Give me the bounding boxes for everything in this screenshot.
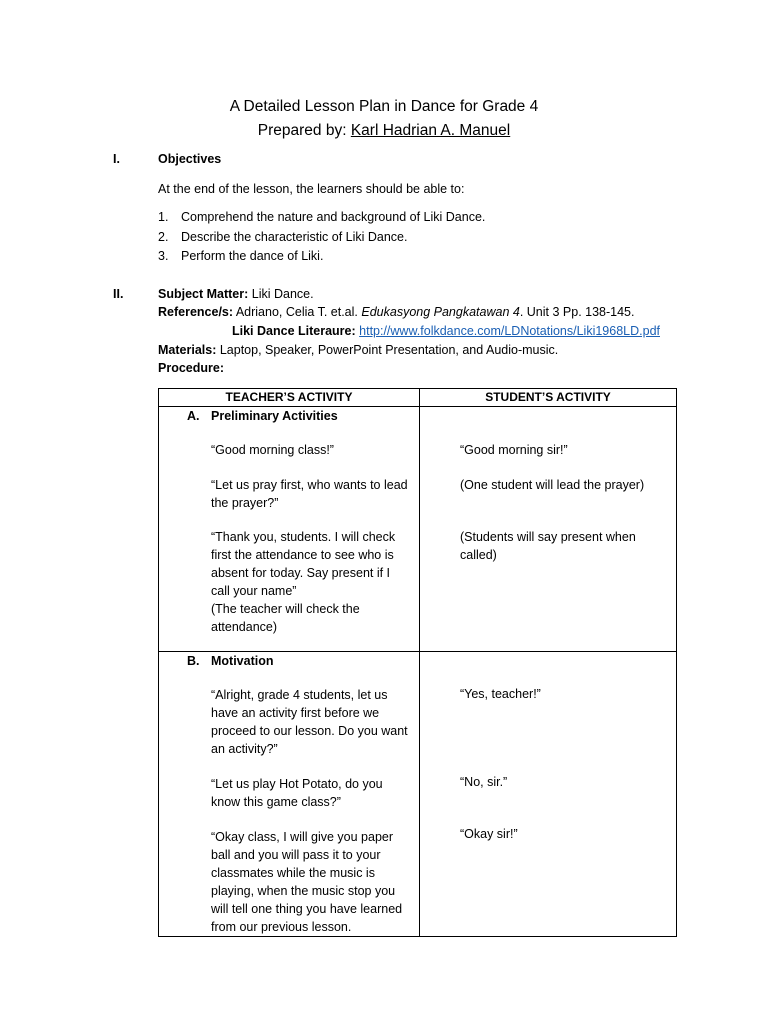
objectives-intro: At the end of the lesson, the learners should be able to: xyxy=(158,182,465,196)
list-item: 2. Describe the characteristic of Liki Dance. xyxy=(158,229,408,244)
table-row xyxy=(159,652,677,937)
table-header-row xyxy=(159,389,677,407)
teacher-cell-preliminary xyxy=(159,407,420,652)
prepared-by xyxy=(0,119,768,143)
list-item: 1. Comprehend the nature and background of Liki Dance. xyxy=(158,210,486,224)
teacher-line: (The teacher will check the attendance) xyxy=(211,602,360,634)
list-item: 3. Perform the dance of Liki. xyxy=(158,249,324,263)
teacher-cell-motivation xyxy=(159,652,420,937)
teacher-line: “Let us pray first, who wants to lead the prayer?” xyxy=(211,478,408,510)
student-line: “Good morning sir!” xyxy=(460,443,568,457)
literature-line: Liki Dance Literaure: http://www.folkdance.com/LDNotations/Liki1968LD.pdf xyxy=(232,324,660,338)
objectives-list xyxy=(158,208,485,267)
student-line: (One student will lead the prayer) xyxy=(460,478,645,492)
teacher-line: “Thank you, students. I will check first the attendance to see who is absent for today. Say present if I call your name” xyxy=(211,530,396,598)
student-activity-header: STUDENT’S ACTIVITY xyxy=(420,389,677,407)
student-cell-motivation xyxy=(420,652,677,937)
teacher-line: “Alright, grade 4 students, let us have an activity first before we proceed to our lesson. Do you want an activity?” xyxy=(211,688,408,756)
teacher-line: “Okay class, I will give you paper ball and you will pass it to your classmates while the music is playing, when the music stop you will tell one thing you have learned from our previous lesson. xyxy=(211,830,403,934)
student-line: (Students will say present when called) xyxy=(460,530,636,562)
teacher-line: “Good morning class!” xyxy=(211,443,334,457)
document-header xyxy=(0,95,768,143)
procedure-label: Procedure: xyxy=(158,361,224,375)
section-numeral-subject: II. xyxy=(113,287,124,301)
author-name: Karl Hadrian A. Manuel xyxy=(350,122,511,139)
teacher-line: “Let us play Hot Potato, do you know this game class?” xyxy=(211,777,383,809)
teacher-activity-header: TEACHER’S ACTIVITY xyxy=(159,389,420,407)
student-line: “Okay sir!” xyxy=(460,827,518,841)
document-title: A Detailed Lesson Plan in Dance for Grade 4 xyxy=(229,98,539,115)
block-heading: A. Preliminary Activities xyxy=(187,409,338,423)
procedure-table xyxy=(158,388,677,937)
literature-link[interactable]: http://www.folkdance.com/LDNotations/Liki1968LD.pdf xyxy=(359,324,660,338)
materials-line: Materials: Laptop, Speaker, PowerPoint Presentation, and Audio-music. xyxy=(158,343,559,357)
student-cell-preliminary xyxy=(420,407,677,652)
reference-line: Reference/s: Adriano, Celia T. et.al. Edukasyong Pangkatawan 4. Unit 3 Pp. 138-145. xyxy=(158,305,635,319)
student-line: “No, sir.” xyxy=(460,775,508,789)
block-heading: B. Motivation xyxy=(187,654,274,668)
table-row xyxy=(159,407,677,652)
section-numeral-objectives: I. xyxy=(113,152,120,166)
prepared-by-label: Prepared by: xyxy=(257,122,351,139)
objectives-heading: Objectives xyxy=(158,152,222,166)
student-line: “Yes, teacher!” xyxy=(460,687,541,701)
subject-matter-line: Subject Matter: Liki Dance. xyxy=(158,287,314,301)
